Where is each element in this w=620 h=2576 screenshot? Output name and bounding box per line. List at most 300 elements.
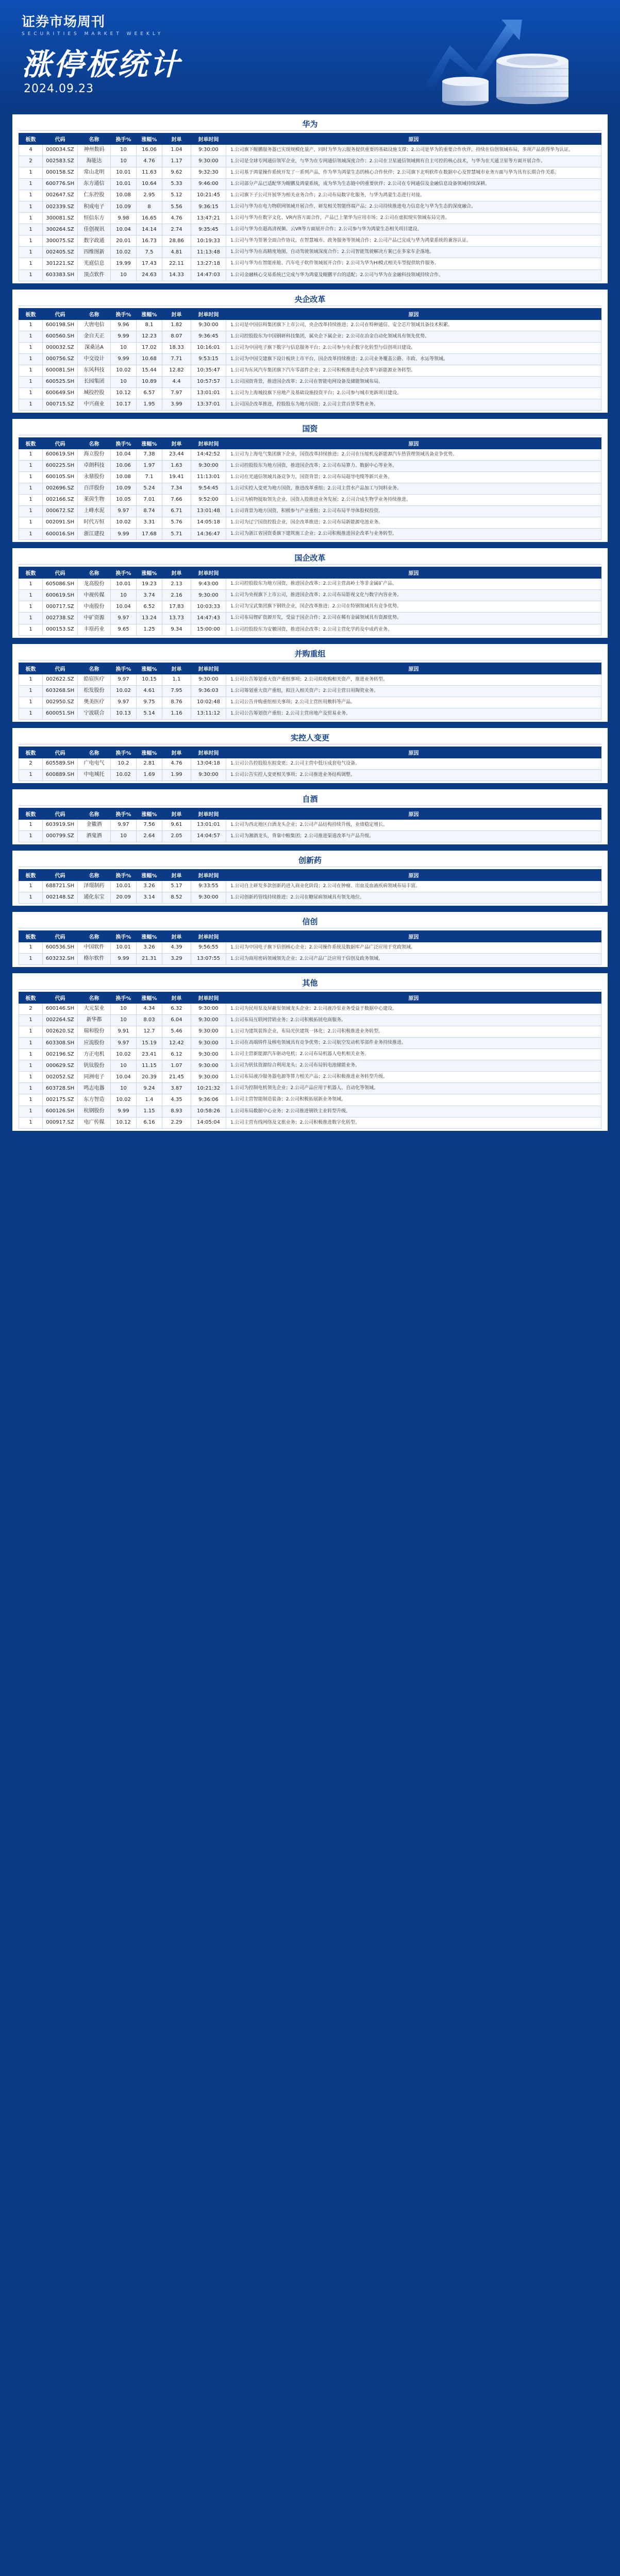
column-header: 代码 [43, 133, 78, 145]
table-cell: 1 [19, 269, 43, 281]
table-cell: 9.99 [111, 331, 137, 342]
table-cell: 同洲电子 [78, 1072, 111, 1083]
reason-cell: 1.公司为商用密码领域领先企业；2.公司产品广泛应用于信创及政务领域。 [226, 954, 601, 965]
table-cell: 时代万恒 [78, 517, 111, 529]
table-cell: 19.41 [162, 472, 191, 483]
table-cell: 卓朗科技 [78, 460, 111, 471]
section-title: 国资 [19, 422, 601, 435]
table-row [19, 601, 601, 613]
table-row [19, 376, 601, 387]
column-header: 封单时间 [191, 133, 226, 145]
reason-cell: 1.公司旗下子公司开展华为相关业务合作；2.公司布局数字化服务，与华为鸿蒙生态进行对接。 [226, 190, 601, 201]
table-cell: 10:16:01 [191, 342, 226, 353]
table-cell: 16.65 [137, 213, 162, 224]
reason-cell: 1.公司为湘酒龙头，背靠中粮集团；2.公司推进渠道改革与产品升级。 [226, 831, 601, 842]
table-cell: 格尔软件 [78, 954, 111, 965]
table-row [19, 156, 601, 167]
reason-cell: 1.公司是全球专网通信领军企业，与华为在专网通信领域深度合作；2.公司在卫星通信领域拥有自主可控的核心技术，与华为在天通卫星等方面开展合作。 [226, 156, 601, 167]
column-header: 名称 [78, 869, 111, 880]
reason-cell: 1.公司为控制电机领先企业；2.公司产品应用于机器人、自动化等领域。 [226, 1083, 601, 1094]
reason-cell: 1.公司为民用泵及屏蔽泵领域龙头企业；2.公司液冷泵业务受益于数据中心建设。 [226, 1004, 601, 1015]
reason-cell: 1.公司控股股东为地方国资，推进国企改革；2.公司主营高岭土等非金属矿产品。 [226, 579, 601, 590]
table-row [19, 697, 601, 708]
table-cell: 10.89 [137, 376, 162, 387]
reason-cell: 1.公司布局锂矿资源开发，受益于国企合作；2.公司在稀有金属领域具有资源优势。 [226, 613, 601, 624]
table-cell: 13:11:12 [191, 708, 226, 719]
table-cell: 10 [111, 376, 137, 387]
table-cell: 1.1 [162, 674, 191, 685]
table-cell: 1 [19, 674, 43, 685]
table-row [19, 880, 601, 892]
reason-cell: 1.公司为中国电子旗下数字与信息服务平台；2.公司参与央企数字化转型与信创项目建设。 [226, 342, 601, 353]
table-cell: 17.83 [162, 601, 191, 613]
reason-cell: 1.公司公告筹划重大资产重组事项；2.公司拟收购相关资产，推进业务转型。 [226, 674, 601, 685]
table-cell: 16.06 [137, 145, 162, 156]
table-cell: 1.15 [137, 1106, 162, 1117]
table-cell: 1 [19, 190, 43, 201]
table-cell: 浙江建投 [78, 529, 111, 540]
section-10 [12, 973, 608, 1131]
brand-logo [22, 11, 163, 37]
table-cell: 9:30:00 [191, 1049, 226, 1060]
report-date: 2024.09.23 [24, 82, 94, 95]
table-cell: 9:53:15 [191, 353, 226, 365]
table-cell: 9:52:00 [191, 495, 226, 506]
table-cell: 10:03:33 [191, 601, 226, 613]
table-cell: 1 [19, 258, 43, 269]
table-cell: 10.02 [111, 1049, 137, 1060]
table-cell: 7.66 [162, 495, 191, 506]
reason-cell: 1.公司与华为在智能座舱、汽车电子软件领域展开合作；2.公司为华为HI模式相关车型提供软件服务。 [226, 258, 601, 269]
table-cell: 1 [19, 880, 43, 892]
column-header: 原因 [226, 931, 601, 942]
table-cell: 10.2 [111, 758, 137, 769]
table-cell: 13:37:01 [191, 399, 226, 410]
table-cell: 600619.SH [43, 590, 78, 601]
table-cell: 600081.SH [43, 365, 78, 376]
table-cell: 2 [19, 1004, 43, 1015]
table-cell: 1 [19, 247, 43, 258]
table-row [19, 145, 601, 156]
column-header: 封单 [162, 869, 191, 880]
table-cell: 11:13:48 [191, 247, 226, 258]
table-cell: 8.1 [137, 319, 162, 331]
table-cell: 1 [19, 460, 43, 471]
table-cell: 5.76 [162, 517, 191, 529]
table-cell: 1 [19, 179, 43, 190]
table-cell: 23.41 [137, 1049, 162, 1060]
column-header: 涨幅% [137, 808, 162, 819]
table-cell: 600776.SH [43, 179, 78, 190]
table-cell: 10.08 [111, 190, 137, 201]
column-header: 板数 [19, 747, 43, 758]
table-cell: 5.46 [162, 1026, 191, 1038]
reason-cell: 1.公司筹划重大资产重组，拟注入相关资产；2.公司主营日用陶瓷业务。 [226, 685, 601, 697]
table-cell: 2.29 [162, 1117, 191, 1128]
table-cell: 10 [111, 1015, 137, 1026]
reason-cell: 1.公司为上海电气集团旗下企业，国资改革持续推进；2.公司在压缩机及新能源汽车热管理领域具备竞争优势。 [226, 449, 601, 460]
table-row [19, 942, 601, 954]
table-cell: 1.63 [162, 460, 191, 471]
table-cell: 000629.SZ [43, 1060, 78, 1072]
table-cell: 1.07 [162, 1060, 191, 1072]
column-header: 原因 [226, 808, 601, 819]
table-cell: 10.08 [111, 472, 137, 483]
column-header: 名称 [78, 567, 111, 579]
reason-cell: 1.公司部分产品已适配华为鲲鹏及鸿蒙系统，成为华为生态链中的重要伙伴；2.公司在专网通信及金融信息设备领域持续深耕。 [226, 179, 601, 190]
table-row [19, 365, 601, 376]
table-cell: 5.56 [162, 201, 191, 213]
column-header: 名称 [78, 931, 111, 942]
table-cell: 2 [19, 758, 43, 769]
table-row [19, 954, 601, 965]
table-cell: 1 [19, 708, 43, 719]
table-cell: 15.19 [137, 1038, 162, 1049]
table-cell: 9:30:00 [191, 156, 226, 167]
section-1 [12, 114, 608, 283]
column-header: 封单 [162, 567, 191, 579]
reason-cell: 1.公司布局数据中心业务；2.公司推进钢铁主业转型升级。 [226, 1106, 601, 1117]
column-header: 原因 [226, 869, 601, 880]
table-row [19, 892, 601, 903]
table-cell: 8.03 [137, 1015, 162, 1026]
table-cell: 1 [19, 579, 43, 590]
table-cell: 10.04 [111, 449, 137, 460]
table-cell: 9.99 [111, 1106, 137, 1117]
table-cell: 4.76 [162, 213, 191, 224]
section-title: 自酒 [19, 792, 601, 806]
table-cell: 000799.SZ [43, 831, 78, 842]
table-cell: 10.09 [111, 483, 137, 495]
table-cell: 000153.SZ [43, 624, 78, 635]
column-header: 原因 [226, 663, 601, 674]
header-banner [0, 0, 620, 108]
table-cell: 2.13 [162, 579, 191, 590]
table-cell: 6.71 [162, 506, 191, 517]
table-cell: 9.97 [111, 1038, 137, 1049]
table-cell: 6.04 [162, 1015, 191, 1026]
table-cell: 3.26 [137, 942, 162, 954]
table-cell: 广电电气 [78, 758, 111, 769]
reason-cell: 1.公司主营新能源汽车驱动电机；2.公司布局机器人电机相关业务。 [226, 1049, 601, 1060]
table-cell: 百洋股份 [78, 483, 111, 495]
table-cell: 300081.SZ [43, 213, 78, 224]
table-cell: 6.12 [162, 1049, 191, 1060]
table-row [19, 685, 601, 697]
section-5 [12, 644, 608, 722]
limit-up-table [19, 747, 601, 781]
table-cell: 8.52 [162, 892, 191, 903]
column-header: 涨幅% [137, 992, 162, 1004]
table-cell: 1 [19, 224, 43, 235]
table-cell: 14:04:57 [191, 831, 226, 842]
table-cell: 1 [19, 387, 43, 399]
table-cell: 积成电子 [78, 201, 111, 213]
table-cell: 4 [19, 145, 43, 156]
table-cell: 1 [19, 399, 43, 410]
table-cell: 9:56:55 [191, 942, 226, 954]
column-header: 封单 [162, 808, 191, 819]
table-cell: 9:30:00 [191, 1004, 226, 1015]
table-cell: 600889.SH [43, 769, 78, 781]
table-cell: 20.01 [111, 235, 137, 247]
table-cell: 002091.SH [43, 517, 78, 529]
table-cell: 3.26 [137, 880, 162, 892]
reason-cell: 1.公司为建筑装饰企业，布局光伏建筑一体化；2.公司积极推进业务转型。 [226, 1026, 601, 1038]
table-cell: 9:30:00 [191, 892, 226, 903]
table-cell: 5.71 [162, 529, 191, 540]
table-cell: 中电城托 [78, 769, 111, 781]
reason-cell: 1.公司为央视旗下上市公司，推进国企改革；2.公司布局影视文化与数字内容业务。 [226, 590, 601, 601]
table-cell: 600560.SH [43, 331, 78, 342]
table-cell: 10:02:48 [191, 697, 226, 708]
table-cell: 10.01 [111, 942, 137, 954]
table-cell: 10.17 [111, 399, 137, 410]
table-cell: 7.97 [162, 387, 191, 399]
column-header: 名称 [78, 133, 111, 145]
table-row [19, 708, 601, 719]
column-header: 涨幅% [137, 869, 162, 880]
table-cell: 17.43 [137, 258, 162, 269]
column-header: 换手% [111, 869, 137, 880]
table-cell: 9:33:55 [191, 880, 226, 892]
table-cell: 6.16 [137, 1117, 162, 1128]
column-header: 名称 [78, 992, 111, 1004]
table-cell: 10 [111, 156, 137, 167]
table-cell: 1.04 [162, 145, 191, 156]
table-cell: 20.39 [137, 1072, 162, 1083]
column-header: 封单时间 [191, 992, 226, 1004]
column-header: 代码 [43, 308, 78, 319]
table-cell: 1 [19, 449, 43, 460]
column-header: 封单 [162, 308, 191, 319]
table-cell: 600051.SH [43, 708, 78, 719]
table-cell: 1.97 [137, 460, 162, 471]
table-row [19, 1060, 601, 1072]
brand-subtitle: SECURITIES MARKET WEEKLY [22, 31, 164, 37]
table-cell: 泽璟制药 [78, 880, 111, 892]
table-row [19, 758, 601, 769]
table-cell: 海立股份 [78, 449, 111, 460]
column-header: 换手% [111, 567, 137, 579]
reason-cell: 1.公司背景为地方国资，积极参与产业重组；2.公司布局半导体股权投资。 [226, 506, 601, 517]
table-cell: 10.09 [111, 201, 137, 213]
table-cell: 13:01:01 [191, 387, 226, 399]
table-cell: 13.24 [137, 613, 162, 624]
table-cell: 1 [19, 831, 43, 842]
column-header: 封单时间 [191, 663, 226, 674]
table-row [19, 495, 601, 506]
column-header: 名称 [78, 747, 111, 758]
table-cell: 1 [19, 613, 43, 624]
table-cell: 2.05 [162, 831, 191, 842]
table-cell: 中矿资源 [78, 613, 111, 624]
table-cell: 1 [19, 506, 43, 517]
table-cell: 1 [19, 1015, 43, 1026]
reason-cell: 1.公司为西北地区白酒龙头企业；2.公司产品结构持续升级，业绩稳定增长。 [226, 819, 601, 831]
table-cell: 1 [19, 1094, 43, 1106]
table-cell: 中视传媒 [78, 590, 111, 601]
reason-cell: 1.公司为东风汽车集团旗下汽车零部件企业；2.公司积极推进央企改革与新能源业务转型。 [226, 365, 601, 376]
reason-cell: 1.公司公告并购重组相关事项；2.公司主营医用敷料等产品。 [226, 697, 601, 708]
table-cell: 000917.SZ [43, 1117, 78, 1128]
reason-cell: 1.公司与华为签署全面合作协议，在智慧城市、政务服务等领域合作；2.公司产品已完成与华为鸿蒙系统的兼容认证。 [226, 235, 601, 247]
column-header: 涨幅% [137, 437, 162, 449]
table-cell: 9:30:00 [191, 1060, 226, 1072]
table-cell: 9:30:00 [191, 1038, 226, 1049]
table-cell: 1 [19, 819, 43, 831]
table-cell: 002175.SZ [43, 1094, 78, 1106]
table-cell: 9.97 [111, 697, 137, 708]
reason-cell: 1.公司在高端铸件及核电领域具有竞争优势；2.公司航空发动机零部件业务持续推进。 [226, 1038, 601, 1049]
column-header: 封单时间 [191, 869, 226, 880]
table-cell: 002264.SZ [43, 1015, 78, 1026]
table-cell: 4.61 [137, 685, 162, 697]
table-cell: 12.7 [137, 1026, 162, 1038]
table-cell: 9:36:06 [191, 1094, 226, 1106]
table-cell: 600649.SH [43, 387, 78, 399]
table-cell: 1 [19, 590, 43, 601]
table-cell: 10.12 [111, 387, 137, 399]
reason-cell: 1.公司与华为在数字文化、VR内容方面合作，产品已上架华为应用市场；2.公司在虚拟现实领域布局完善。 [226, 213, 601, 224]
table-cell: 1 [19, 529, 43, 540]
table-cell: 杭钢股份 [78, 1106, 111, 1117]
table-cell: 1 [19, 1072, 43, 1083]
table-cell: 皓宸医疗 [78, 674, 111, 685]
table-cell: 10 [111, 1060, 137, 1072]
table-cell: 深桑达A [78, 342, 111, 353]
column-header: 原因 [226, 308, 601, 319]
column-header: 名称 [78, 663, 111, 674]
table-cell: 1 [19, 769, 43, 781]
limit-up-table [19, 663, 601, 720]
reason-cell: 1.公司公告筹划资产重组；2.公司主营房地产及贸易业务。 [226, 708, 601, 719]
section-7 [12, 789, 608, 844]
table-cell: 城投控股 [78, 387, 111, 399]
reason-cell: 1.公司实控人变更为地方国资，推进改革重组；2.公司主营水产品加工与饲料业务。 [226, 483, 601, 495]
table-cell: 23.44 [162, 449, 191, 460]
table-cell: 7.71 [162, 353, 191, 365]
table-row [19, 506, 601, 517]
table-cell: 1.4 [137, 1094, 162, 1106]
table-cell: 14.33 [162, 269, 191, 281]
table-row [19, 387, 601, 399]
table-cell: 13.73 [162, 613, 191, 624]
table-cell: 光庭信息 [78, 258, 111, 269]
table-cell: 神州数码 [78, 145, 111, 156]
limit-up-table [19, 808, 601, 842]
table-cell: 600146.SH [43, 1004, 78, 1015]
table-row [19, 201, 601, 213]
table-cell: 恒信东方 [78, 213, 111, 224]
table-cell: 6.52 [137, 601, 162, 613]
column-header: 板数 [19, 931, 43, 942]
table-cell: 9:30:00 [191, 145, 226, 156]
table-cell: 1 [19, 1083, 43, 1094]
table-cell: 东风科技 [78, 365, 111, 376]
table-cell: 10.02 [111, 247, 137, 258]
column-header: 原因 [226, 133, 601, 145]
table-cell: 长园集团 [78, 376, 111, 387]
table-cell: 1 [19, 342, 43, 353]
table-cell: 9.99 [111, 954, 137, 965]
table-cell: 9.61 [162, 819, 191, 831]
table-row [19, 1004, 601, 1015]
table-cell: 600126.SH [43, 1106, 78, 1117]
table-row [19, 819, 601, 831]
table-cell: 3.14 [137, 892, 162, 903]
table-cell: 9:30:00 [191, 590, 226, 601]
table-cell: 3.99 [162, 399, 191, 410]
section-title: 并购重组 [19, 647, 601, 660]
table-cell: 3.87 [162, 1083, 191, 1094]
table-cell: 000756.SZ [43, 353, 78, 365]
table-cell: 瑞和股份 [78, 1026, 111, 1038]
table-cell: 1 [19, 213, 43, 224]
section-2 [12, 290, 608, 413]
table-cell: 10:35:47 [191, 365, 226, 376]
table-cell: 10 [111, 590, 137, 601]
table-cell: 8.76 [162, 697, 191, 708]
table-cell: 1.69 [137, 769, 162, 781]
table-cell: 14.14 [137, 224, 162, 235]
column-header: 封单时间 [191, 308, 226, 319]
table-cell: 4.81 [162, 247, 191, 258]
table-cell: 000717.SZ [43, 601, 78, 613]
table-cell: 常山北明 [78, 167, 111, 179]
column-header: 涨幅% [137, 133, 162, 145]
table-row [19, 1038, 601, 1049]
table-row [19, 579, 601, 590]
table-cell: 东方智造 [78, 1094, 111, 1106]
table-cell: 9:46:00 [191, 179, 226, 190]
table-cell: 1.25 [137, 624, 162, 635]
table-cell: 603268.SH [43, 685, 78, 697]
column-header: 代码 [43, 437, 78, 449]
table-cell: 9:30:00 [191, 769, 226, 781]
table-cell: 7.34 [162, 483, 191, 495]
table-cell: 1.95 [137, 399, 162, 410]
table-row [19, 1094, 601, 1106]
table-cell: 宁波联合 [78, 708, 111, 719]
table-cell: 10 [111, 831, 137, 842]
table-cell: 11.63 [137, 167, 162, 179]
table-cell: 2.81 [137, 758, 162, 769]
table-cell: 4.39 [162, 942, 191, 954]
section-title: 其他 [19, 976, 601, 990]
table-cell: 300075.SZ [43, 235, 78, 247]
table-cell: 13:01:01 [191, 819, 226, 831]
table-cell: 9.34 [162, 624, 191, 635]
section-title: 华为 [19, 117, 601, 131]
table-cell: 002148.SZ [43, 892, 78, 903]
table-cell: 9:32:30 [191, 167, 226, 179]
table-cell: 9:36:15 [191, 201, 226, 213]
column-header: 原因 [226, 567, 601, 579]
column-header: 换手% [111, 992, 137, 1004]
reason-cell: 1.公司公告控股股东拟变更；2.公司主营中低压成套电气设备。 [226, 758, 601, 769]
table-cell: 002647.SZ [43, 190, 78, 201]
column-header: 封单 [162, 747, 191, 758]
table-cell: 002583.SZ [43, 156, 78, 167]
table-row [19, 769, 601, 781]
column-header: 换手% [111, 308, 137, 319]
column-header: 封单 [162, 931, 191, 942]
limit-up-table [19, 869, 601, 904]
table-row [19, 353, 601, 365]
column-header: 封单时间 [191, 567, 226, 579]
table-cell: 10.06 [111, 460, 137, 471]
